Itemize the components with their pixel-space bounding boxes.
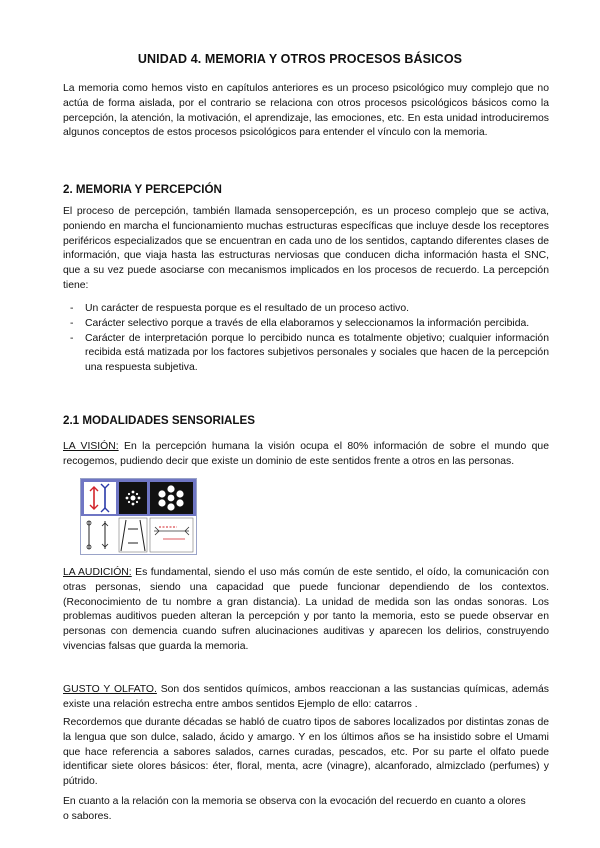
surround-dot: [128, 501, 130, 503]
percepcion-paragraph: El proceso de percepción, también llamada sensopercepción, es un proceso complejo que se activa, poniendo en marcha el funcionamiento muchas estructuras específicas que incluye desde los receptores periféricos especializados que se encuentran en cada uno de los sentidos, captando diferentes clases de información, que viaja hasta las estructuras nerviosas que conducen dicha información hasta el SNC, que a su vez puede asociarse con mecanismos implicados en los procesos de recuerdo. La percepción tiene:: [63, 206, 549, 291]
audicion-text: Es fundamental, siendo el uso más común de este sentido, el oído, la comunicación con otras personas, siendo una capacidad que puede funcionar dependiendo de los contextos. (Reconocimiento de tu nombre a gran distancia). La unidad de medida son las ondas sonoras. Los problemas auditivos pueden alteran la percepción y por tanto la memoria, esto se puede observar en personas con demencia cuando sufren alucinaciones auditivas y aparecen los delirios, construyendo vivencias falsas que guarda la memoria.: [63, 567, 549, 652]
list-item: - Carácter de interpretación porque lo percibido nunca es totalmente objetivo; cualquier información recibida está matizada por los factores subjetivos personales y sociales que hacen de la percepción una respuesta subjetiva.: [63, 332, 549, 376]
surround-circle: [176, 490, 183, 497]
list-item: - Un carácter de respuesta porque es el resultado de un proceso activo.: [63, 302, 549, 317]
relacion-paragraph: En cuanto a la relación con la memoria se observa con la evocación del recuerdo en cuanto a olores o sabores.: [63, 796, 526, 822]
list-item: - Carácter selectivo porque a través de ella elaboramos y seleccionamos la información percibida.: [63, 317, 549, 332]
illusions-drawing: [81, 479, 196, 554]
muller-lyer-panel: [84, 482, 116, 514]
vision-label: LA VISIÓN:: [63, 441, 119, 452]
surround-dot: [136, 493, 138, 495]
gusto-text: Son dos sentidos químicos, ambos reaccionan a las sustancias químicas, además existe una relación estrecha entre ambos sentidos Ejemplo de ello: catarros .: [63, 684, 549, 710]
vision-paragraph: [63, 440, 549, 470]
gusto-paragraph: [63, 683, 549, 713]
audicion-label: LA AUDICIÓN:: [63, 567, 132, 578]
surround-dot: [132, 491, 135, 494]
surround-circle: [158, 499, 165, 506]
surround-dot: [126, 497, 129, 500]
surround-dot: [128, 493, 130, 495]
arrows-panel: [150, 518, 193, 552]
perception-illusions-figure: [80, 478, 197, 555]
surround-circle: [167, 503, 174, 510]
surround-dot: [132, 503, 135, 506]
audicion-paragraph: [63, 566, 549, 655]
sabores-paragraph: Recordemos que durante décadas se habló de cuatro tipos de sabores localizados por distintas zonas de la lengua que son dulce, salado, ácido y amargo. Y en los últimos años se ha insistido sobre el Umami que hace referencia a sabores salados, carnes curadas, pescados, etc. Por su parte el olfato puede identificar siete olores básicos: éter, floral, menta, acre (vinagre), alcanforado, almizclado (perfumes) y pútrido.: [63, 717, 549, 788]
vision-text: En la percepción humana la visión ocupa el 80% información de sobre el mundo que recogemos, pudiendo decir que existe un dominio de este sentidos frente a otros en las personas.: [63, 441, 549, 467]
center-circle: [168, 495, 175, 502]
gusto-label: GUSTO Y OLFATO.: [63, 684, 157, 695]
surround-circle: [158, 490, 165, 497]
center-dot: [131, 496, 136, 501]
surround-dot: [138, 497, 141, 500]
intro-paragraph: La memoria como hemos visto en capítulos anteriores es un proceso psicológico muy complejo que no actúa de forma aislada, por el contrario se relaciona con otros procesos psicológicos básicos como la percepción, la atención, la motivación, el aprendizaje, las emociones, etc. En esta unidad introduciremos algunos conceptos de estos procesos psicológicos para entender el vínculo con la memoria.: [63, 83, 549, 139]
surround-circle: [176, 499, 183, 506]
section-heading-modalidades: 2.1 MODALIDADES SENSORIALES: [63, 414, 255, 427]
surround-dot: [136, 501, 138, 503]
section-heading-memoria-percepcion: 2. MEMORIA Y PERCEPCIÓN: [63, 183, 222, 196]
page-title: UNIDAD 4. MEMORIA Y OTROS PROCESOS BÁSICOS: [137, 52, 463, 66]
percepcion-bullet-list: [63, 302, 549, 376]
surround-circle: [167, 485, 174, 492]
